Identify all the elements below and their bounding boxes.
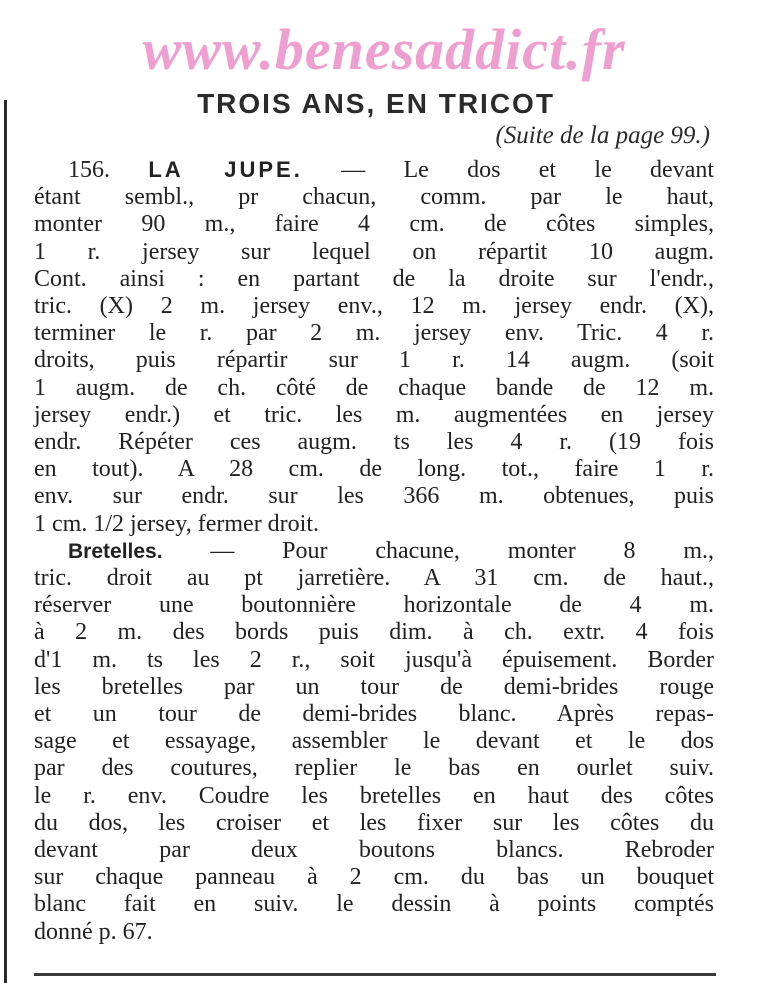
- paragraph-bretelles: [34, 538, 714, 946]
- left-margin-rule: [4, 100, 7, 983]
- text-line: monter 90 m., faire 4 cm. de côtes simples,: [34, 211, 714, 238]
- text-line: réserver une boutonnière horizontale de 4 m.: [34, 592, 714, 619]
- text-line: donné p. 67.: [34, 918, 153, 945]
- text-line: [34, 538, 714, 565]
- text-fragment: — Pour chacune, monter 8 m.,: [210, 537, 714, 564]
- continuation-note: (Suite de la page 99.): [495, 122, 710, 149]
- section-number: 156.: [68, 157, 110, 183]
- text-line: sur chaque panneau à 2 cm. du bas un bouquet: [34, 864, 714, 891]
- text-line: étant sembl., pr chacun, comm. par le haut,: [34, 184, 714, 211]
- text-line: et un tour de demi-brides blanc. Après repas-: [34, 701, 714, 728]
- text-line: 1 augm. de ch. côté de chaque bande de 12 m.: [34, 374, 714, 401]
- text-line: jersey endr.) et tric. les m. augmentées en jersey: [34, 401, 714, 428]
- text-line: en tout). A 28 cm. de long. tot., faire 1 r.: [34, 456, 714, 483]
- text-line: les bretelles par un tour de demi-brides rouge: [34, 673, 714, 700]
- paragraph-jupe: [34, 156, 714, 538]
- text-line: devant par deux boutons blancs. Rebroder: [34, 837, 714, 864]
- text-line: sage et essayage, assembler le devant et le dos: [34, 728, 714, 755]
- text-line: droits, puis répartir sur 1 r. 14 augm. (soit: [34, 347, 714, 374]
- section-heading-bretelles: Bretelles.: [68, 539, 163, 563]
- text-line: tric. (X) 2 m. jersey env., 12 m. jersey endr. (X),: [34, 293, 714, 320]
- watermark-logo: www.benesaddict.fr: [142, 17, 626, 82]
- bottom-rule: [34, 973, 716, 976]
- text-line: Cont. ainsi : en partant de la droite sur l'endr.,: [34, 265, 714, 292]
- text-line: terminer le r. par 2 m. jersey env. Tric. 4 r.: [34, 320, 714, 347]
- text-line: 1 r. jersey sur lequel on répartit 10 augm.: [34, 238, 714, 265]
- text-line: d'1 m. ts les 2 r., soit jusqu'à épuisement. Border: [34, 646, 714, 673]
- article-body: [34, 156, 714, 946]
- text-line: du dos, les croiser et les fixer sur les côtes du: [34, 809, 714, 836]
- text-line: à 2 m. des bords puis dim. à ch. extr. 4 fois: [34, 619, 714, 646]
- text-line: [34, 156, 714, 184]
- text-line: endr. Répéter ces augm. ts les 4 r. (19 fois: [34, 429, 714, 456]
- text-line: tric. droit au pt jarretière. A 31 cm. de haut.,: [34, 565, 714, 592]
- section-heading-jupe: LA JUPE.: [148, 157, 303, 182]
- text-line: par des coutures, replier le bas en ourlet suiv.: [34, 755, 714, 782]
- text-fragment: — Le dos et le devant: [341, 157, 715, 183]
- text-line: blanc fait en suiv. le dessin à points comptés: [34, 891, 714, 918]
- page-title: TROIS ANS, EN TRICOT: [197, 88, 555, 119]
- text-line: le r. env. Coudre les bretelles en haut des côtes: [34, 782, 714, 809]
- text-line: 1 cm. 1/2 jersey, fermer droit.: [34, 510, 320, 537]
- text-line: env. sur endr. sur les 366 m. obtenues, puis: [34, 483, 714, 510]
